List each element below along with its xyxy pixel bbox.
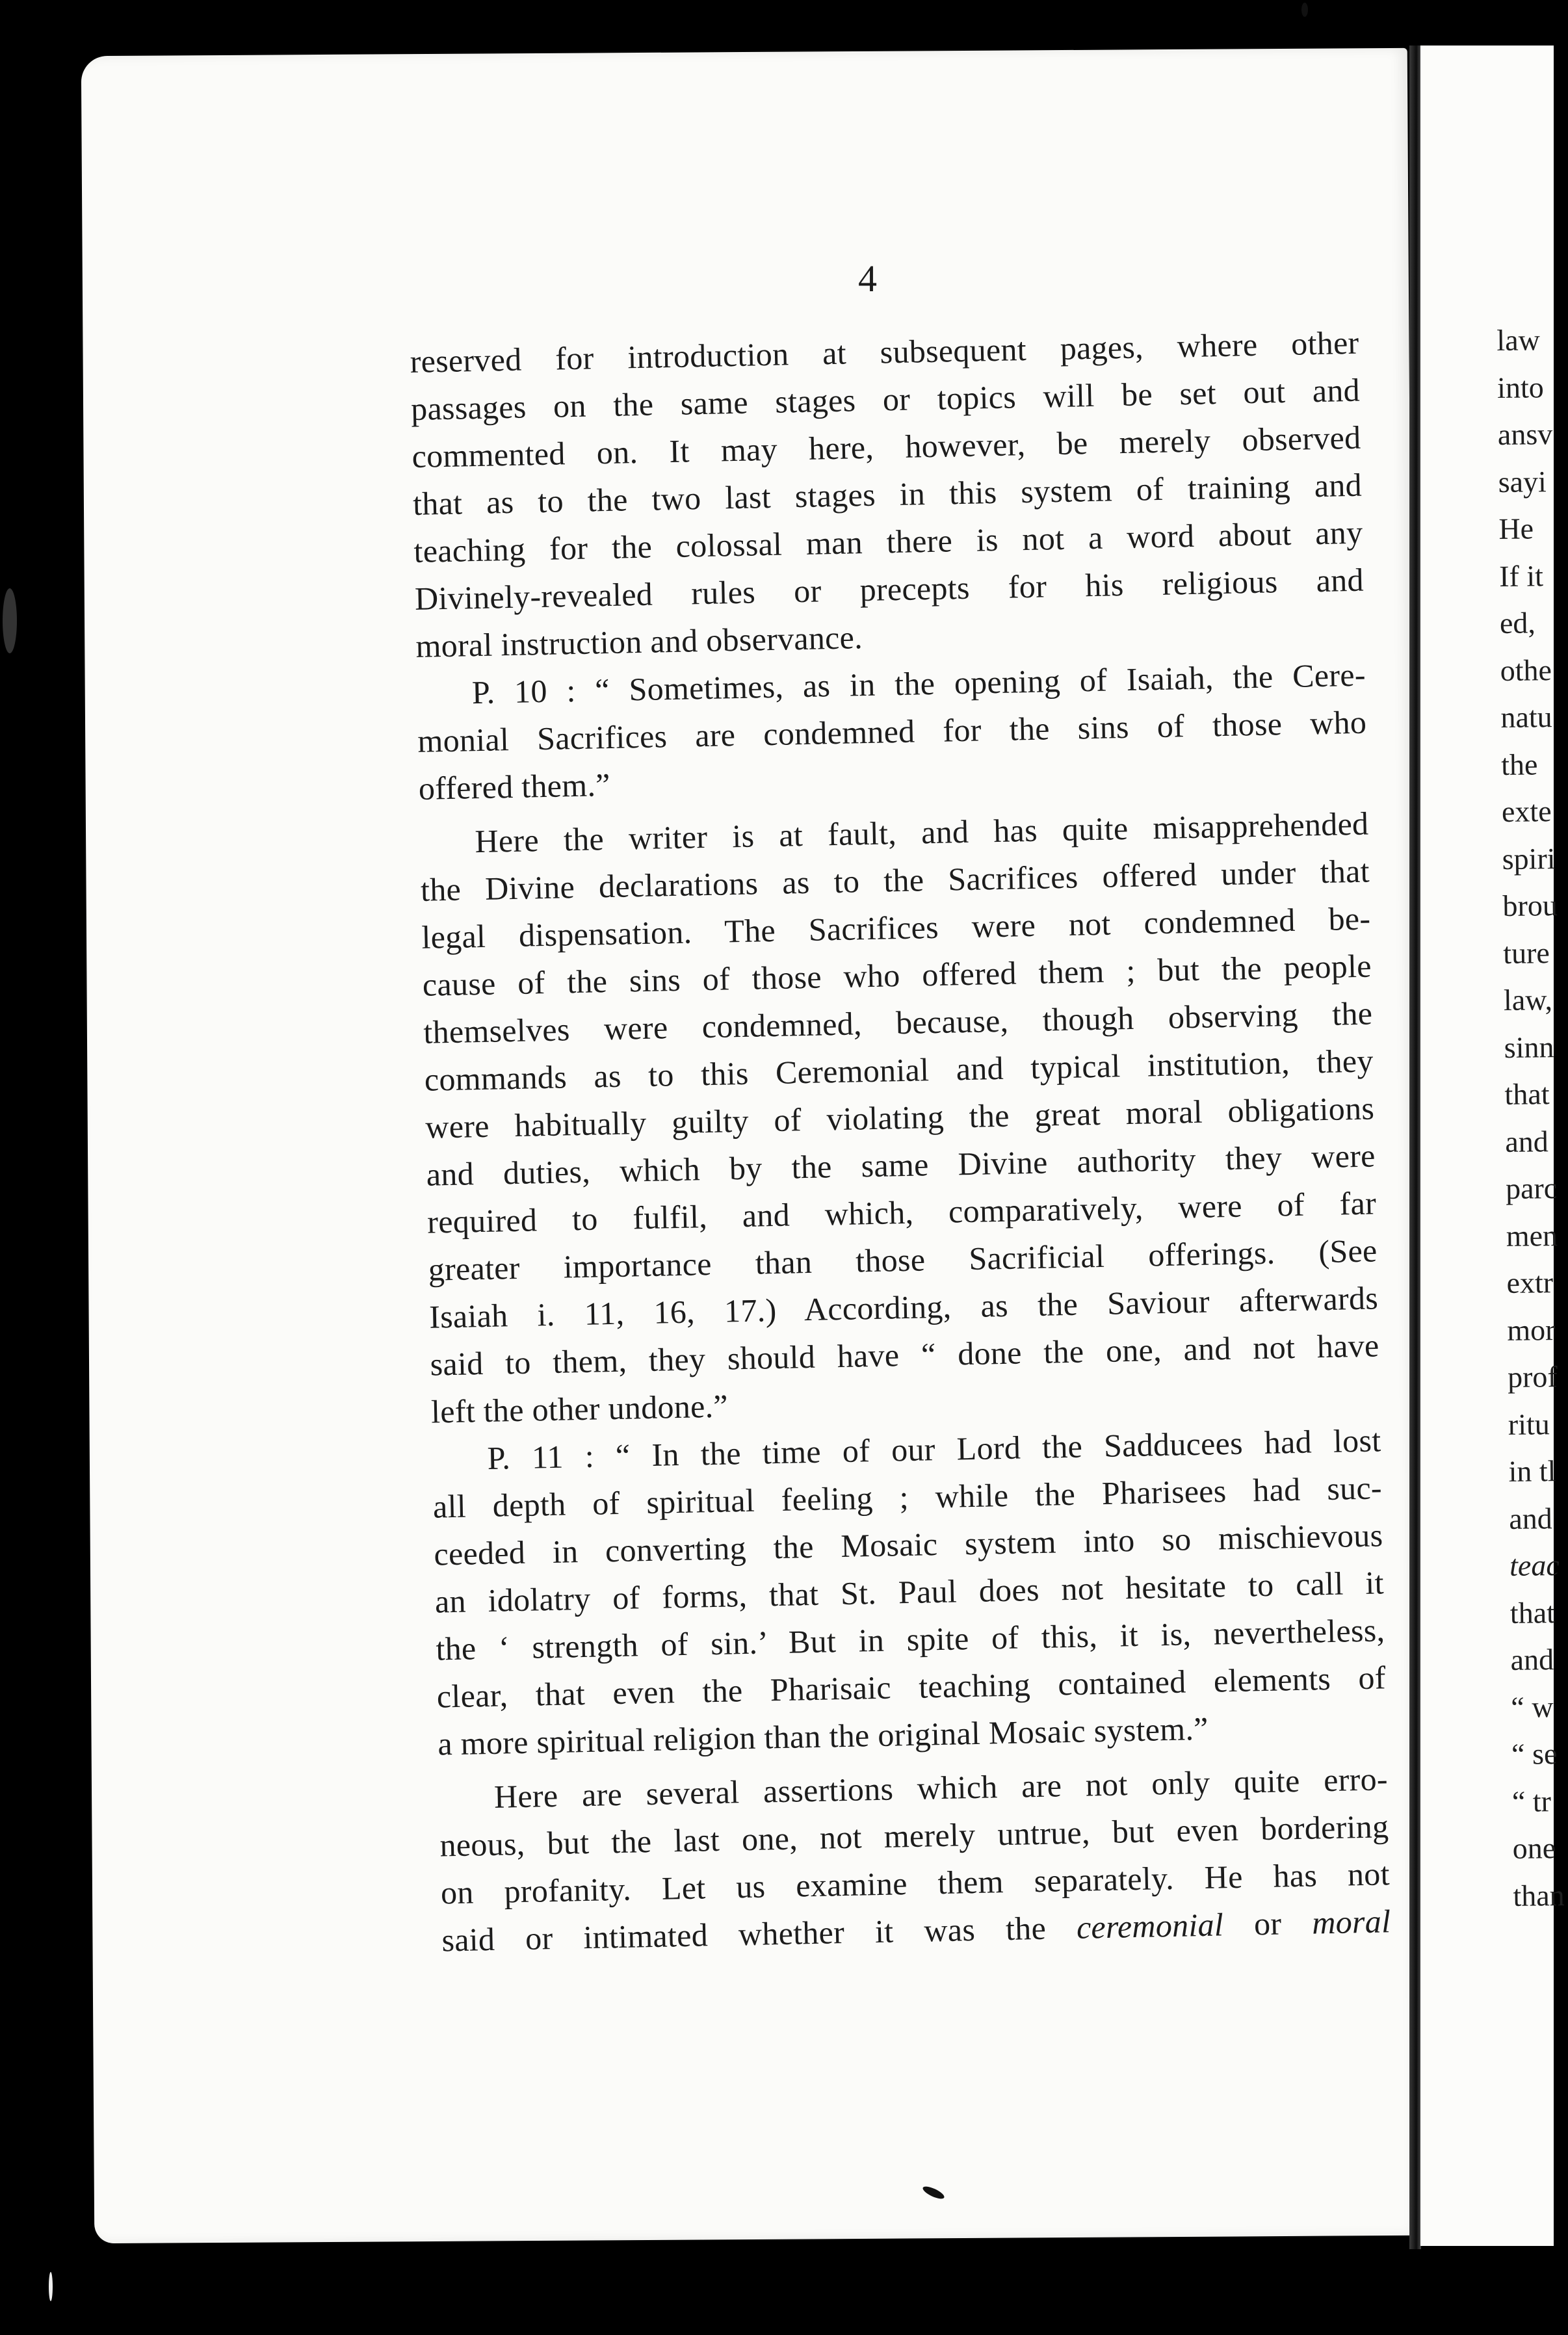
facing-text-line: He [1498,512,1534,545]
facing-text-line: law [1496,323,1541,357]
facing-text-line: “ se [1511,1737,1558,1771]
facing-text-line: and [1509,1501,1553,1535]
text-line: teaching for the colossal man there is not a word about any [413,514,1363,569]
final-line-start: said or intimated whether it was the [441,1909,1077,1959]
facing-text-line: and [1510,1643,1554,1676]
facing-text-line: teac [1509,1548,1560,1582]
facing-text-line: spiri [1502,841,1556,876]
facing-text-line: men [1506,1218,1558,1253]
text-line: greater importance than those Sacrificial offerings. (See [428,1232,1378,1288]
text-line: the Divine declarations as to the Sacrifices offered under that [420,852,1370,908]
text-line: passages on the same stages or topics will be set out and [410,371,1361,427]
facing-text-line: parc [1505,1171,1558,1205]
quote-line: offered them.” [418,766,611,807]
facing-text-line: sinn [1504,1030,1554,1064]
text-line: commands as to this Ceremonial and typical institution, they [424,1042,1374,1098]
body-text [410,319,1391,1964]
facing-text-line: in tl [1508,1454,1556,1488]
text-line: cause of the sins of those who offered them ; but the people [422,947,1372,1003]
facing-text-line: and [1505,1124,1548,1158]
text-line: said to them, they should have “ done the one, and not have [430,1327,1379,1383]
facing-text-line: than [1513,1878,1565,1912]
page-mark-left [3,588,17,653]
facing-text-line: ritu [1508,1407,1550,1441]
italic-word-ceremonial: ceremonial [1076,1906,1224,1946]
facing-text-line: one [1512,1831,1556,1865]
facing-text-line: sayi [1498,464,1547,499]
text-line: were habitually guilty of violating the great moral obligations [425,1089,1375,1145]
text-line: left the other undone.” [430,1387,729,1430]
facing-text-line: mor [1507,1312,1556,1347]
text-line: themselves were condemned, because, though observing the [423,995,1373,1050]
facing-text-line: “ tr [1511,1784,1552,1818]
text-line: reserved for introduction at subsequent pages, where other [410,324,1359,380]
quote-line: an idolatry of forms, that St. Paul does not hesitate to call it [434,1564,1385,1620]
quote-line: P. 10 : “ Sometimes, as in the opening of Isaiah, the Cere- [471,656,1366,711]
facing-text-line: that [1504,1077,1550,1111]
facing-text-line: “ w [1511,1689,1554,1724]
facing-text-line: extr [1506,1266,1554,1299]
facing-text-line: If it [1498,558,1544,593]
text-line: Here are several assertions which are not only quite erro- [493,1760,1389,1815]
quote-line: P. 11 : “ In the time of our Lord the Sadducees had lost [487,1422,1381,1476]
facing-text-line: the [1500,747,1538,781]
facing-text-line: ansv [1497,417,1553,451]
facing-text-line: ture [1502,935,1550,970]
edge-mark-bottom-left [49,2272,53,2301]
quote-line: all depth of spiritual feeling ; while the Pharisees had suc- [432,1469,1383,1525]
text-line: Isaiah i. 11, 16, 17.) According, as the Saviour afterwards [428,1279,1379,1335]
text-line: on profanity. Let us examine them separately. He has not [440,1855,1391,1911]
quote-line: a more spiritual religion than the original Mosaic system.” [437,1710,1209,1762]
facing-text-line: ed, [1499,606,1536,640]
page-mark-top [1301,3,1308,17]
facing-text-line: into [1496,370,1544,404]
facing-text-line: natu [1500,700,1552,734]
facing-text-line: that [1509,1595,1556,1630]
text-line: commented on. It may here, however, be merely observed [412,419,1361,475]
quote-line: the ‘ strength of sin.’ But in spite of this, it is, nevertheless, [435,1611,1385,1667]
italic-word-moral: moral [1311,1903,1391,1941]
facing-text-line: prof [1507,1360,1558,1394]
text-line: Divinely-revealed rules or precepts for his religious and [414,561,1365,617]
quote-line: monial Sacrifices are condemned for the sins of those who [417,703,1367,759]
facing-text-line: othe [1500,653,1552,687]
text-line: and duties, which by the same Divine authority they were [426,1137,1376,1193]
facing-text-line: law, [1503,983,1553,1017]
text-line: neous, but the last one, not merely untrue, but even bordering [439,1808,1389,1864]
text-line: legal dispensation. The Sacrifices were not condemned be- [421,900,1371,956]
text-line: required to fulfil, and which, comparatively, were of far [426,1184,1377,1240]
facing-text-line: exte [1501,794,1552,828]
text-line: that as to the two last stages in this system of training and [412,466,1363,522]
book-gutter [1409,46,1421,2249]
text-line: Here the writer is at fault, and has quite misapprehended [474,805,1369,860]
facing-text-line: brou [1502,889,1558,922]
quote-line: ceeded in converting the Mosaic system into so mischievous [433,1517,1383,1572]
page-number: 4 [858,257,877,300]
quote-line: clear, that even the Pharisaic teaching contained elements of [436,1659,1387,1715]
final-line-middle: or [1223,1904,1313,1943]
text-line: moral instruction and observance. [415,619,863,664]
